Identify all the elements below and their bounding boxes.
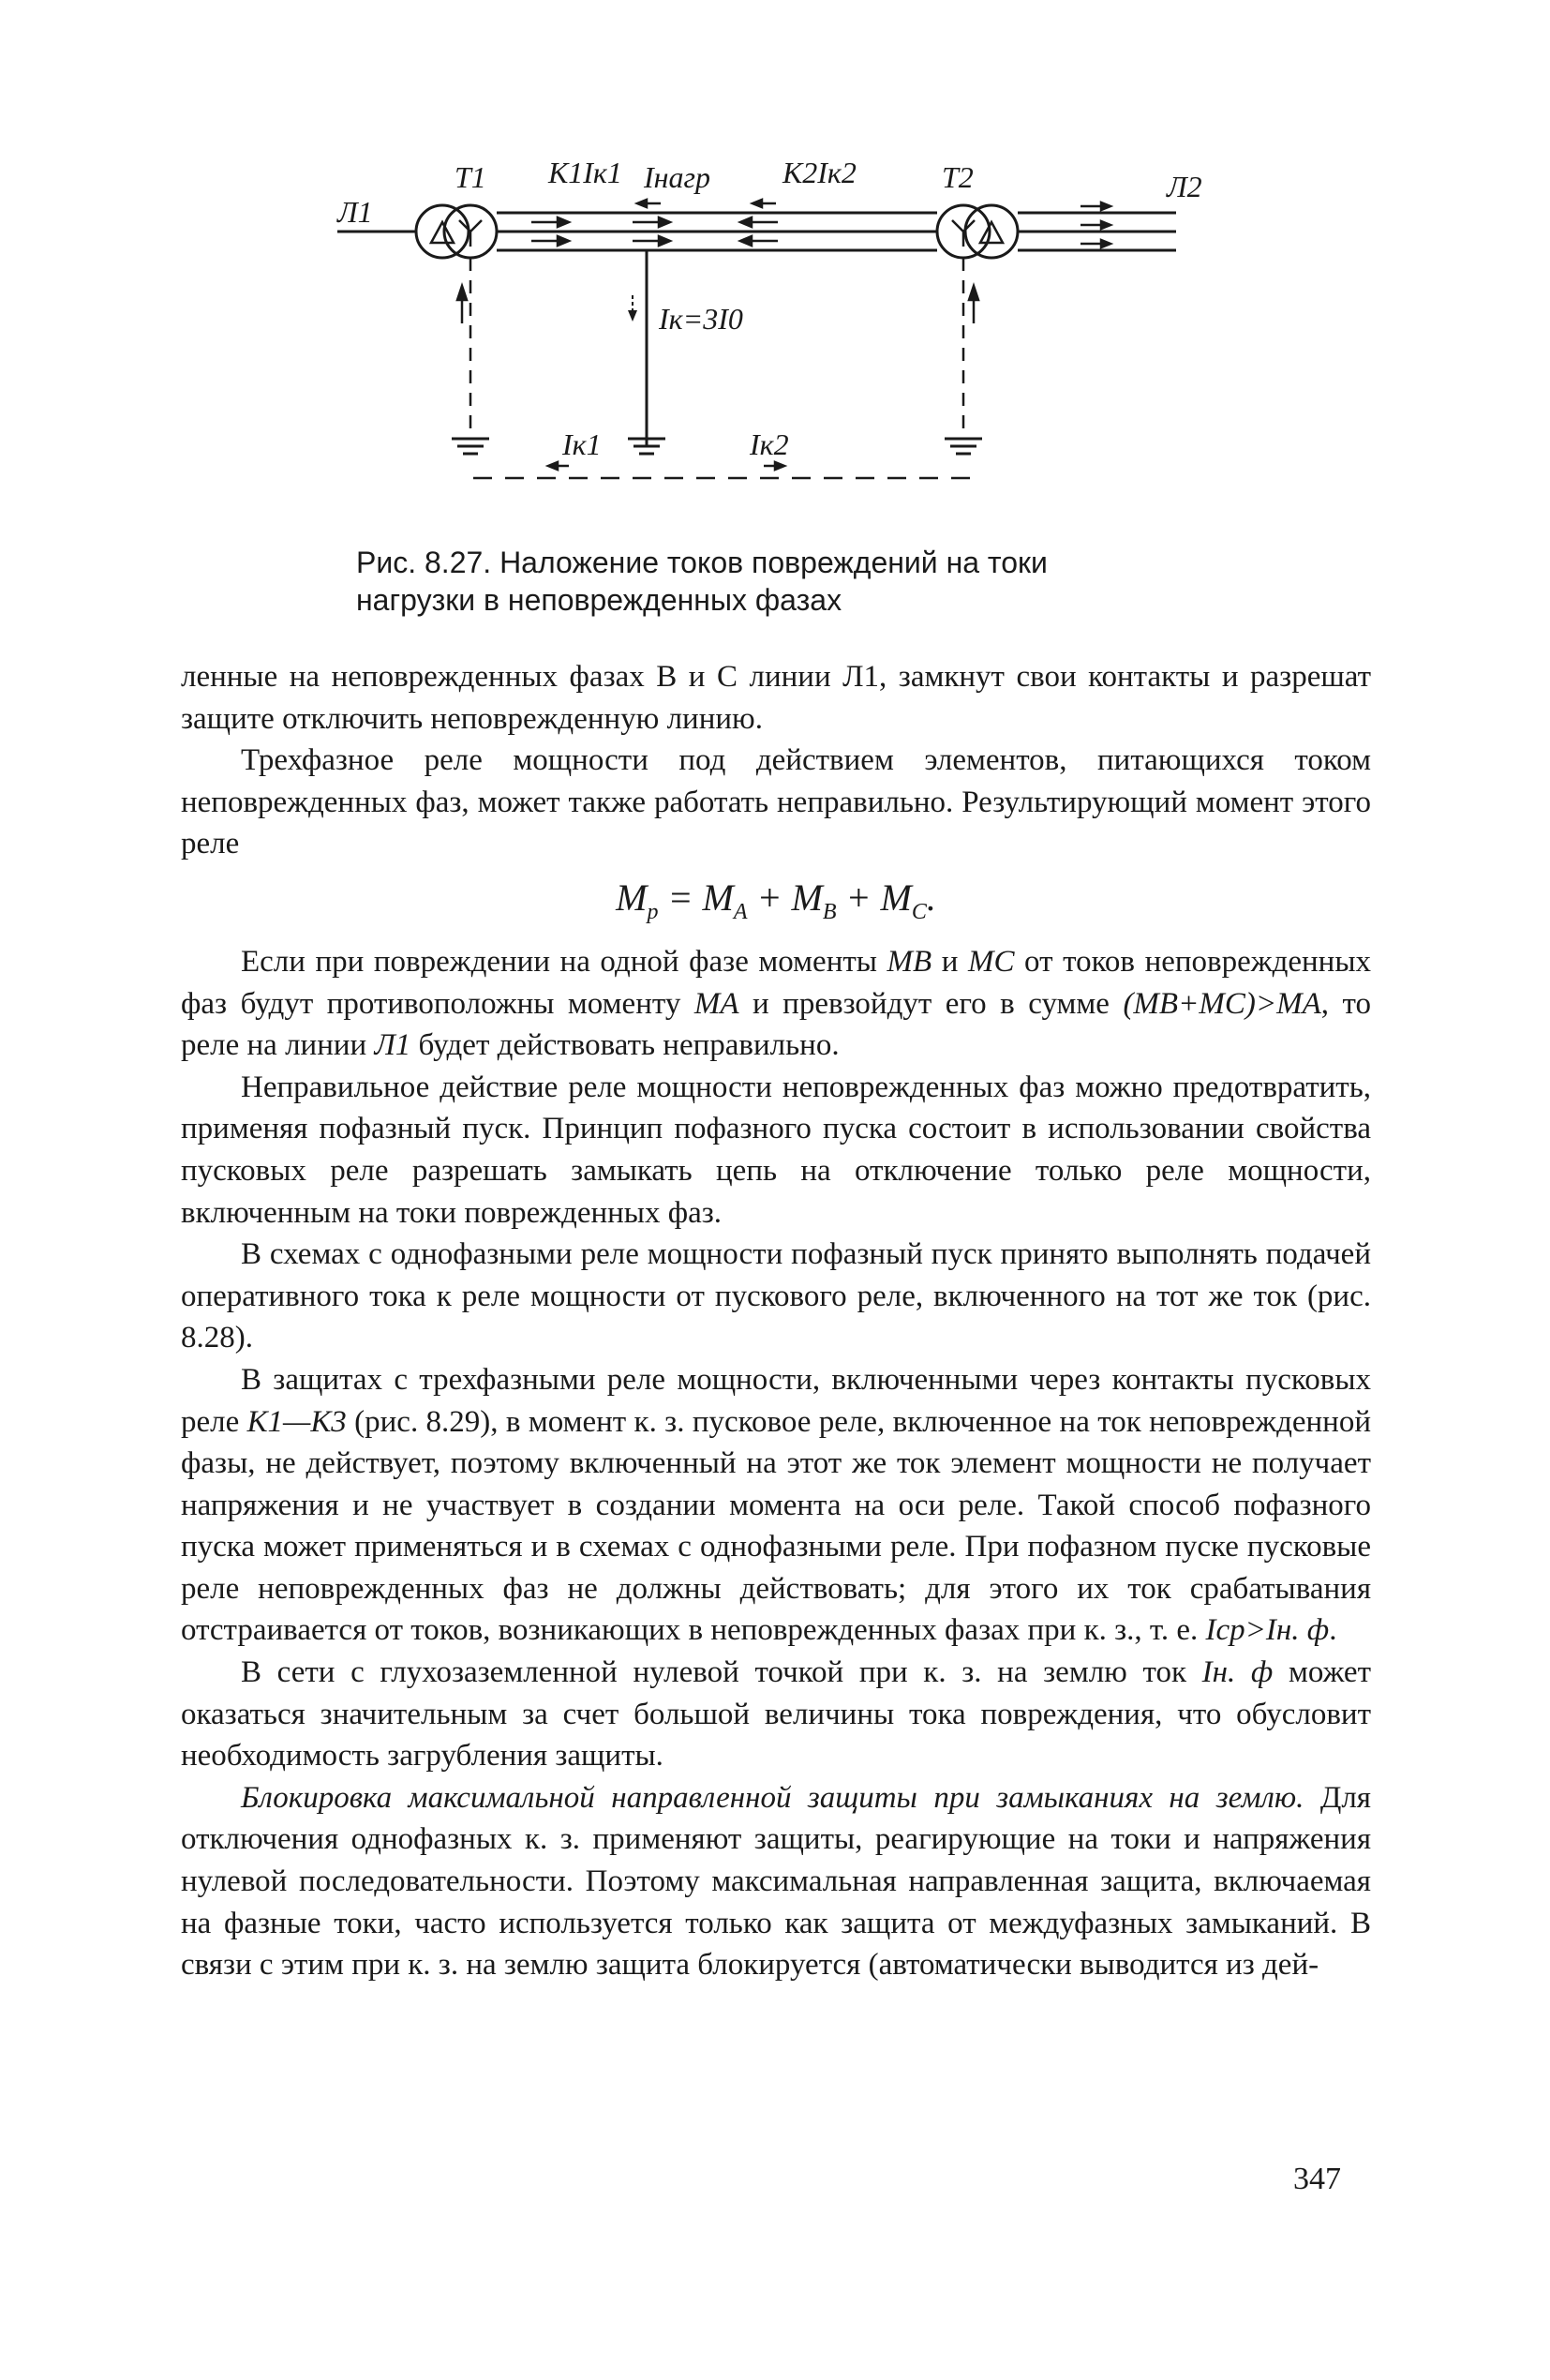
caption-text-2: нагрузки в неповрежденных фазах (356, 583, 842, 617)
wye-symbol-t1 (459, 220, 482, 247)
label-t1: Т1 (455, 160, 486, 194)
paragraph-7: В сети с глухозаземленной нулевой точкой при к. з. на землю ток Iн. ф может оказаться значительным за счет большой величины тока повреждения, что обусловит необходимость загрубления защиты. (181, 1655, 1372, 1774)
caption-text-1: Наложение токов повреждений на токи (499, 546, 1048, 579)
label-k1ik1: К1Iк1 (548, 156, 622, 189)
transformer-t2-secondary (965, 205, 1018, 258)
wye-symbol-t2 (952, 220, 975, 247)
body-text (181, 656, 1371, 1986)
label-ik-eq: Iк=3I0 (659, 302, 743, 336)
current-arrows (531, 200, 1110, 247)
transformer-t1-primary (416, 205, 469, 258)
caption-line-1 (356, 544, 1237, 581)
paragraph-4: Неправильное действие реле мощности неповрежденных фаз можно предотвратить, применяя пофазный пуск. Принцип пофазного пуска состоит в использовании свойства пусковых реле разрешать замыкать цепь на отключение только реле мощности, включенным на токи поврежденных фаз. (181, 1070, 1371, 1230)
delta-symbol-t2 (980, 222, 1003, 243)
label-ik1: Iк1 (562, 427, 602, 461)
label-l2: Л2 (1167, 170, 1202, 203)
label-ik2: Iк2 (750, 427, 789, 461)
paragraph-2: Трехфазное реле мощности под действием элементов, питающихся током неповрежденных фаз, может также работать неправильно. Результирующий момент этого реле (181, 743, 1371, 861)
paragraph-8: Блокировка максимальной направленной защиты при замыканиях на землю. Для отключения однофазных к. з. применяют защиты, реагирующие на токи и напряжения нулевой последовательности. Поэтому максимальная направленная защита, включаемая на фазные токи, часто используется только как защита от междуфазных замыканий. В связи с этим при к. з. на землю защита блокируется (автоматически выводится из дей- (181, 1780, 1371, 1983)
circuit-diagram (323, 155, 1223, 530)
section-title: Блокировка максимальной направленной защиты при замыканиях на землю. (241, 1780, 1304, 1815)
label-k2ik2: К2Iк2 (782, 156, 857, 189)
label-t2: Т2 (942, 160, 974, 194)
paragraph-5: В схемах с однофазными реле мощности пофазный пуск принято выполнять подачей оперативного тока к реле мощности от пускового реле, включенного на тот же ток (рис. 8.28). (181, 1237, 1371, 1355)
caption-number: Рис. 8.27. (356, 546, 492, 579)
paragraph-3: Если при повреждении на одной фазе моменты MВ и MС от токов неповрежденных фаз будут противоположны моменту MA и превзойдут его в сумме (MВ+MС)>MA, то реле на линии Л1 будет действовать неправильно. (181, 944, 1371, 1063)
label-l1: Л1 (337, 195, 373, 229)
figure-8-27 (323, 155, 1223, 530)
paragraph-6: В защитах с трехфазными реле мощности, включенными через контакты пусковых реле К1—К3 (рис. 8.29), в момент к. з. пусковое реле, включенное на ток неповрежденной фазы, не действует, поэтому включенный на этот же ток элемент мощности не получает напряжения и не участвует в создании момента на оси реле. Такой способ пофазного пуска может применяться и в схемах с однофазными реле. При пофазном пуске пусковые реле неповрежденных фаз не должны действовать; для этого их ток срабатывания отстраивается от токов, возникающих в неповрежденных фазах при к. з., т. е. Iср>Iн. ф. (181, 1362, 1372, 1648)
figure-caption (356, 544, 1237, 619)
delta-symbol-t1 (431, 222, 454, 243)
formula-moment: $M_р = M_A + M_B + M_C$. (616, 876, 936, 924)
ground-symbols (452, 439, 982, 454)
page-number: 347 (1293, 2162, 1341, 2196)
paragraph-1: ленные на неповрежденных фазах В и С линии Л1, замкнут свои контакты и разрешат защите отключить неповрежденную линию. (181, 660, 1371, 736)
label-inagr: Iнагр (644, 160, 711, 194)
